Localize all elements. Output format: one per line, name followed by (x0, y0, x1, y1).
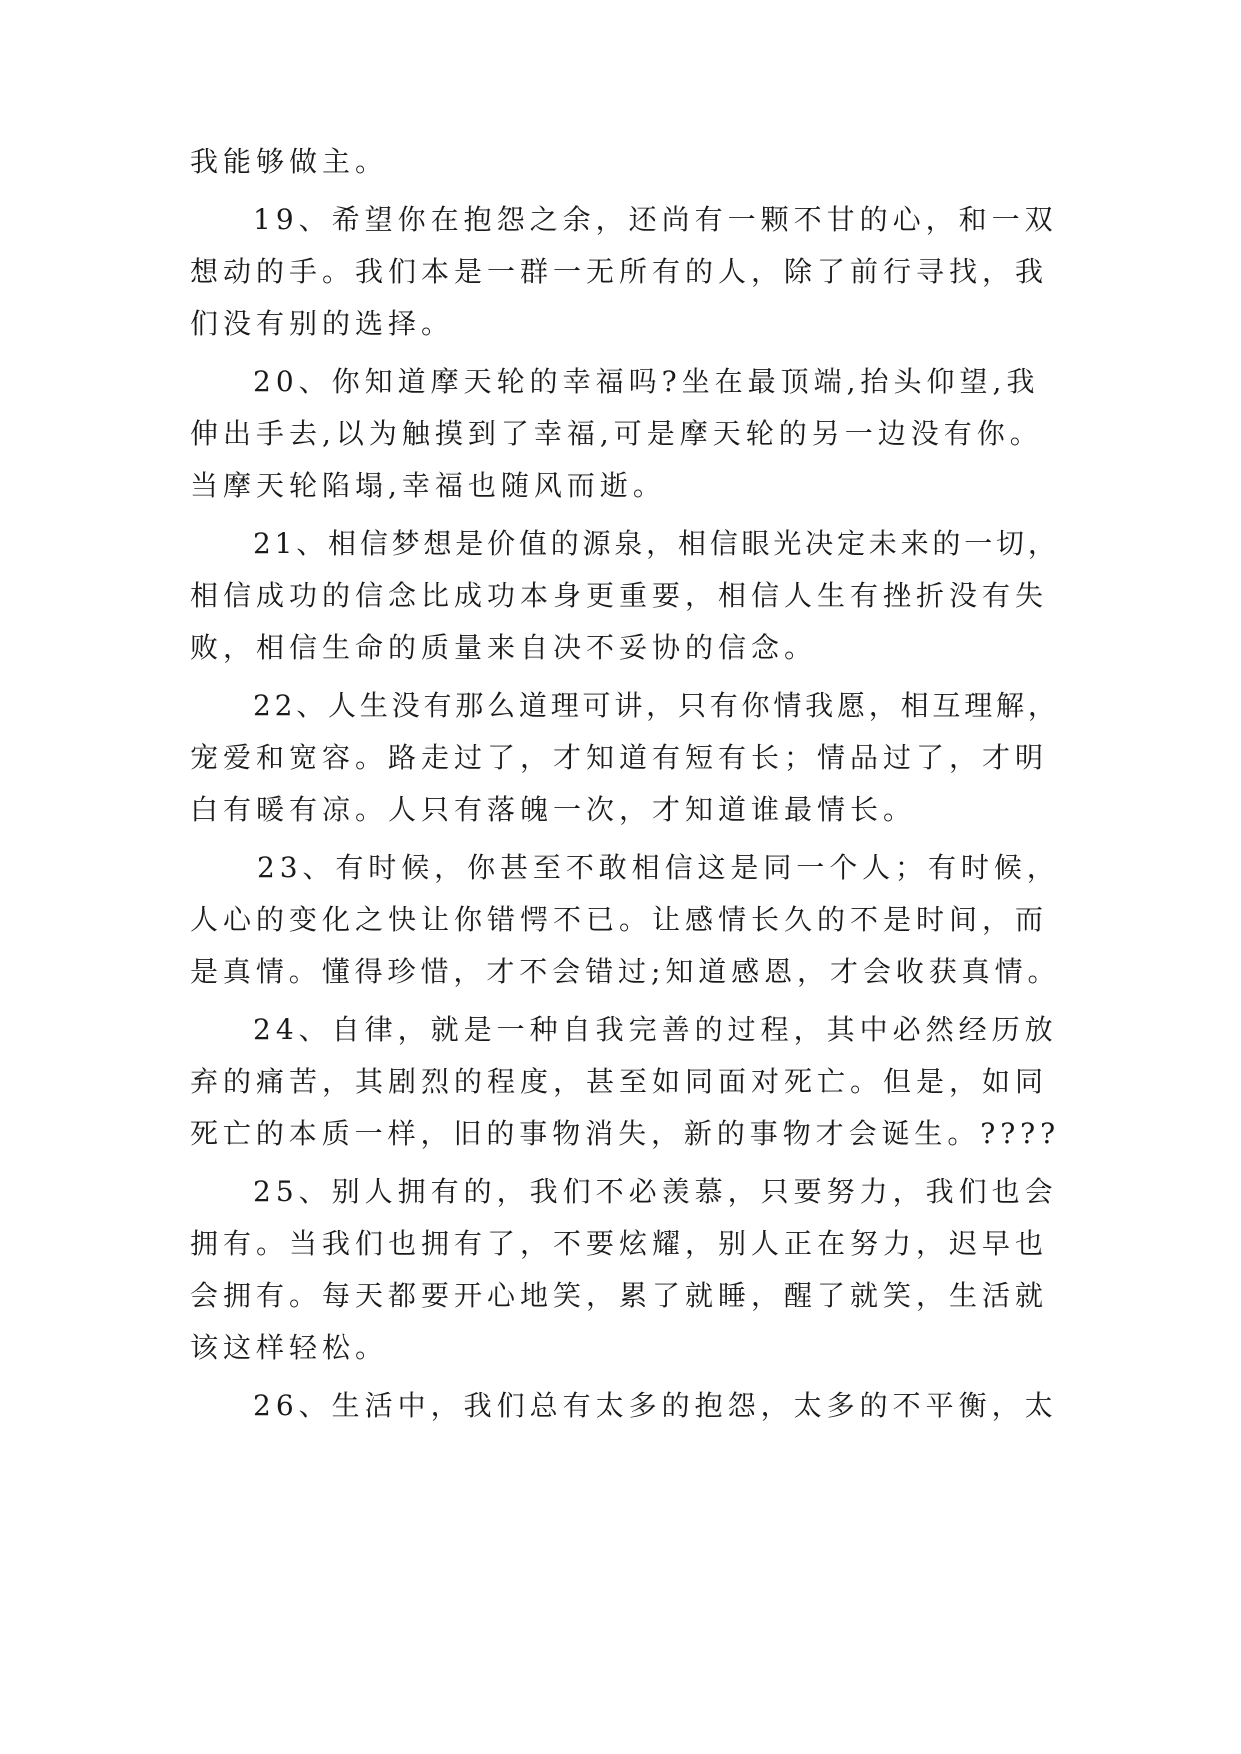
paragraph-23-line: 23、有时候，你甚至不敢相信这是同一个人；有时候， (257, 851, 1060, 884)
text-line: 我能够做主。 (190, 145, 389, 178)
text-line: 会拥有。每天都要开心地笑，累了就睡，醒了就笑，生活就 (190, 1279, 1049, 1312)
text-line: 败，相信生命的质量来自决不妥协的信念。 (190, 631, 818, 664)
text-line: 拥有。当我们也拥有了，不要炫耀，别人正在努力，迟早也 (190, 1227, 1049, 1260)
text-line: 相信成功的信念比成功本身更重要，相信人生有挫折没有失 (190, 579, 1049, 612)
paragraph-20-line: 20、你知道摩天轮的幸福吗?坐在最顶端,抬头仰望,我 (253, 365, 1040, 398)
text-line: 是真情。懂得珍惜，才不会错过;知道感恩，才会收获真情。 (190, 955, 1061, 988)
paragraph-22-line: 22、人生没有那么道理可讲，只有你情我愿，相互理解， (253, 689, 1060, 722)
paragraph-25-line: 25、别人拥有的，我们不必羡慕，只要努力，我们也会 (253, 1175, 1058, 1208)
text-line: 想动的手。我们本是一群一无所有的人，除了前行寻找，我 (190, 255, 1049, 288)
paragraph-21-line: 21、相信梦想是价值的源泉，相信眼光决定未来的一切， (253, 527, 1060, 560)
text-line: 死亡的本质一样，旧的事物消失，新的事物才会诞生。???? (190, 1117, 1061, 1150)
text-line: 弃的痛苦，其剧烈的程度，甚至如同面对死亡。但是，如同 (190, 1065, 1049, 1098)
paragraph-26-line: 26、生活中，我们总有太多的抱怨，太多的不平衡，太 (253, 1389, 1058, 1422)
text-line: 伸出手去,以为触摸到了幸福,可是摩天轮的另一边没有你。 (190, 417, 1043, 450)
text-line: 该这样轻松。 (190, 1331, 389, 1364)
text-line: 当摩天轮陷塌,幸福也随风而逝。 (190, 469, 666, 502)
paragraph-24-line: 24、自律，就是一种自我完善的过程，其中必然经历放 (253, 1013, 1058, 1046)
text-line: 白有暖有凉。人只有落魄一次，才知道谁最情长。 (190, 793, 917, 826)
text-line: 们没有别的选择。 (190, 307, 455, 340)
paragraph-19-line: 19、希望你在抱怨之余，还尚有一颗不甘的心，和一双 (253, 203, 1058, 236)
text-line: 宠爱和宽容。路走过了，才知道有短有长；情品过了，才明 (190, 741, 1049, 774)
text-line: 人心的变化之快让你错愕不已。让感情长久的不是时间，而 (190, 903, 1049, 936)
